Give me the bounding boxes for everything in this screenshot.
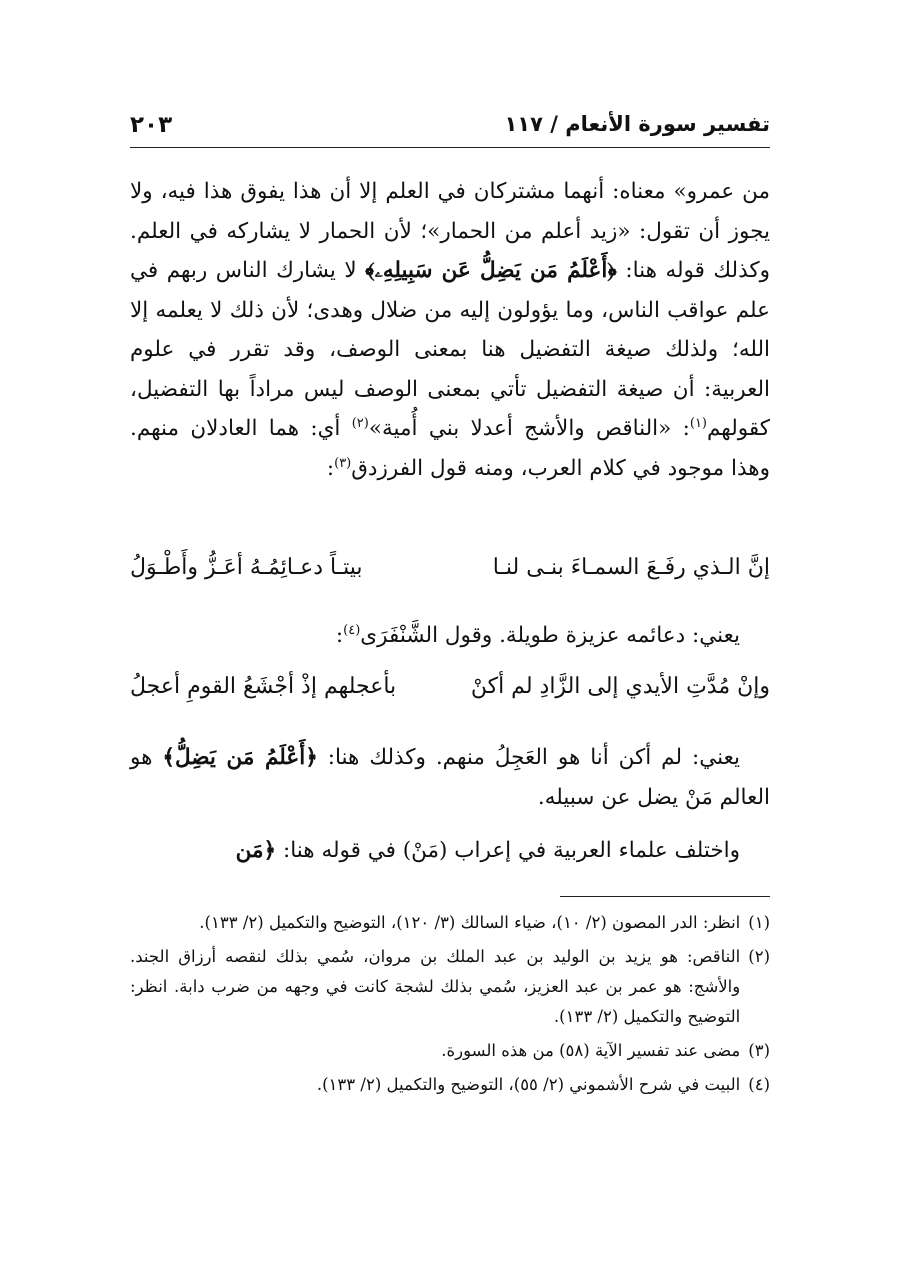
quran-quote-3: ﴿مَن	[235, 838, 277, 863]
verse-2-first-hemistich: وإنْ مُدَّتِ الأيدي إلى الزَّادِ لم أكنْ	[470, 674, 770, 699]
para1-text-d: أي: هما العادلان منهم. وهذا موجود في كلام العرب، ومنه قول الفرزدق	[130, 416, 770, 481]
verse-1-first-hemistich: إنَّ الـذي رفَـعَ السمـاءَ بنـى لنـا	[492, 555, 770, 580]
paragraph-4	[130, 831, 770, 871]
footnote-ref-2: (٢)	[351, 415, 369, 431]
page-number: ٢٠٣	[130, 112, 173, 138]
footnote-number: (٣)	[748, 1041, 770, 1060]
para1-text-e: :	[326, 455, 335, 481]
verse-2-second-hemistich: بأعجلهم إذْ أجْشَعُ القومِ أعجلُ	[130, 674, 397, 699]
footnote-separator	[560, 896, 770, 897]
para3-text-b: هو العالم مَنْ يضل عن سبيله.	[130, 745, 770, 810]
paragraph-2	[130, 616, 770, 656]
footnote-text: مضى عند تفسير الآية (٥٨) من هذه السورة.	[441, 1041, 741, 1060]
footnote-1	[130, 908, 770, 938]
para4-text-a: واختلف علماء العربية في إعراب (مَنْ) في قوله هنا:	[283, 838, 740, 863]
paragraph-3	[130, 738, 770, 817]
para1-text-c: : «الناقص والأشج أعدلا بني أُمية»	[368, 416, 690, 441]
footnote-text: البيت في شرح الأشموني (٢/ ٥٥)، التوضيح والتكميل (٢/ ١٣٣).	[316, 1075, 741, 1094]
para3-text-a: يعني: لم أكن أنا هو العَجِلُ منهم. وكذلك هنا:	[327, 745, 740, 770]
verse-1	[130, 555, 770, 595]
footnote-ref-3: (٣)	[334, 455, 352, 471]
para2-text-a: يعني: دعائمه عزيزة طويلة. وقول الشَّنْفَرَى	[360, 623, 740, 648]
footnote-3	[130, 1036, 770, 1066]
para2-text-b: :	[335, 623, 344, 648]
footnotes	[130, 908, 770, 1104]
header-rule	[130, 147, 770, 148]
quran-quote-1: ﴿أَعْلَمُ مَن يَضِلُّ عَن سَبِيلِهِۦ﴾	[365, 258, 617, 283]
footnote-text: الناقص: هو يزيد بن الوليد بن عبد الملك بن مروان، سُمي بذلك لنقصه أرزاق الجند. والأشج: هو عمر بن عبد العزيز، سُمي بذلك لشجة كانت في وجهه من ضرب دابة. انظر: التوضيح والتكميل (٢/ ١٣٣).	[130, 947, 741, 1026]
verse-1-second-hemistich: بيتـاً دعـائِمُـهُ أعَـزُّ وأَطْـوَلُ	[130, 555, 363, 580]
footnote-ref-4: (٤)	[343, 622, 361, 638]
page-header	[130, 112, 770, 146]
verse-2	[130, 674, 770, 714]
running-title: تفسير سورة الأنعام / ١١٧	[504, 112, 770, 136]
footnote-text: انظر: الدر المصون (٢/ ١٠)، ضياء السالك (٣/ ١٢٠)، التوضيح والتكميل (٢/ ١٣٣).	[199, 913, 741, 932]
paragraph-1	[130, 172, 770, 488]
footnote-4	[130, 1070, 770, 1100]
footnote-number: (٢)	[748, 947, 770, 966]
footnote-number: (١)	[748, 913, 770, 932]
footnote-2	[130, 942, 770, 1032]
para1-text-b: لا يشارك الناس ربهم في علم عواقب الناس، وما يؤولون إليه من ضلال وهدى؛ لأن ذلك لا يعلمه إلا الله؛ ولذلك صيغة التفضيل هنا بمعنى الوصف، وقد تقرر في علوم العربية: أن صيغة التفضيل تأتي بمعنى الوصف ليس مراداً بها التفضيل، كقولهم	[130, 258, 770, 441]
footnote-ref-1: (١)	[689, 415, 707, 431]
para1-text-a: من عمرو» معناه: أنهما مشتركان في العلم إلا أن هذا يفوق هذا فيه، ولا يجوز أن تقول: «زيد أعلم من الحمار»؛ لأن الحمار لا يشاركه في العلم. وكذلك قوله هنا:	[130, 179, 770, 283]
quran-quote-2: ﴿أَعْلَمُ مَن يَضِلُّ﴾	[162, 745, 318, 770]
footnote-number: (٤)	[748, 1075, 770, 1094]
main-text	[130, 172, 770, 488]
